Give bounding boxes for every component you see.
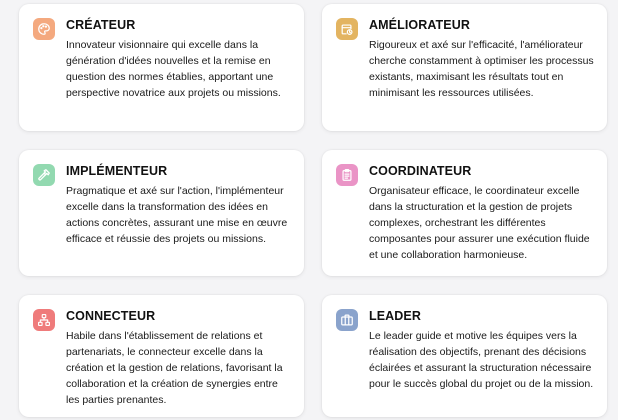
card-title: IMPLÉMENTEUR bbox=[66, 164, 168, 178]
card-implementeur bbox=[19, 150, 304, 276]
card-ameliorateur bbox=[322, 4, 607, 131]
card-leader bbox=[322, 295, 607, 417]
card-title: LEADER bbox=[369, 309, 421, 323]
card-title: COORDINATEUR bbox=[369, 164, 472, 178]
card-description: Le leader guide et motive les équipes vers la réalisation des objectifs, prenant des décisions éclairées et assurant la structuration nécessaire pour le succès global du projet ou de la mission. bbox=[369, 330, 594, 390]
card-description: Rigoureux et axé sur l'efficacité, l'améliorateur cherche constamment à optimiser les processus existants, maximisant les résultats tout en minimisant les ressources utilisées. bbox=[369, 39, 594, 99]
card-title: CRÉATEUR bbox=[66, 18, 136, 32]
card-description: Organisateur efficace, le coordinateur excelle dans la structuration et la gestion de projets complexes, orchestrant les différentes composantes pour assurer une exécution fluide et une collaboration harmonieuse. bbox=[369, 185, 590, 261]
clipboard-list-icon bbox=[336, 164, 358, 186]
card-description: Habile dans l'établissement de relations et partenariats, le connecteur excelle dans la création et la gestion de relations, favorisant la collaboration et la création de synergies entre les parties prenantes. bbox=[66, 330, 283, 406]
briefcase-icon bbox=[336, 309, 358, 331]
card-title: CONNECTEUR bbox=[66, 309, 156, 323]
card-title: AMÉLIORATEUR bbox=[369, 18, 470, 32]
palette-icon bbox=[33, 18, 55, 40]
stopwatch-gear-icon bbox=[336, 18, 358, 40]
card-connecteur bbox=[19, 295, 304, 417]
card-description: Innovateur visionnaire qui excelle dans la génération d'idées nouvelles et la remise en question des normes établies, apportant une perspective novatrice aux projets ou missions. bbox=[66, 39, 281, 99]
card-description: Pragmatique et axé sur l'action, l'implémenteur excelle dans la transformation des idées en actions concrètes, assurant une mise en œuvre efficace et réussie des projets ou missions. bbox=[66, 185, 288, 245]
network-icon bbox=[33, 309, 55, 331]
card-createur bbox=[19, 4, 304, 131]
hammer-icon bbox=[33, 164, 55, 186]
card-coordinateur bbox=[322, 150, 607, 276]
